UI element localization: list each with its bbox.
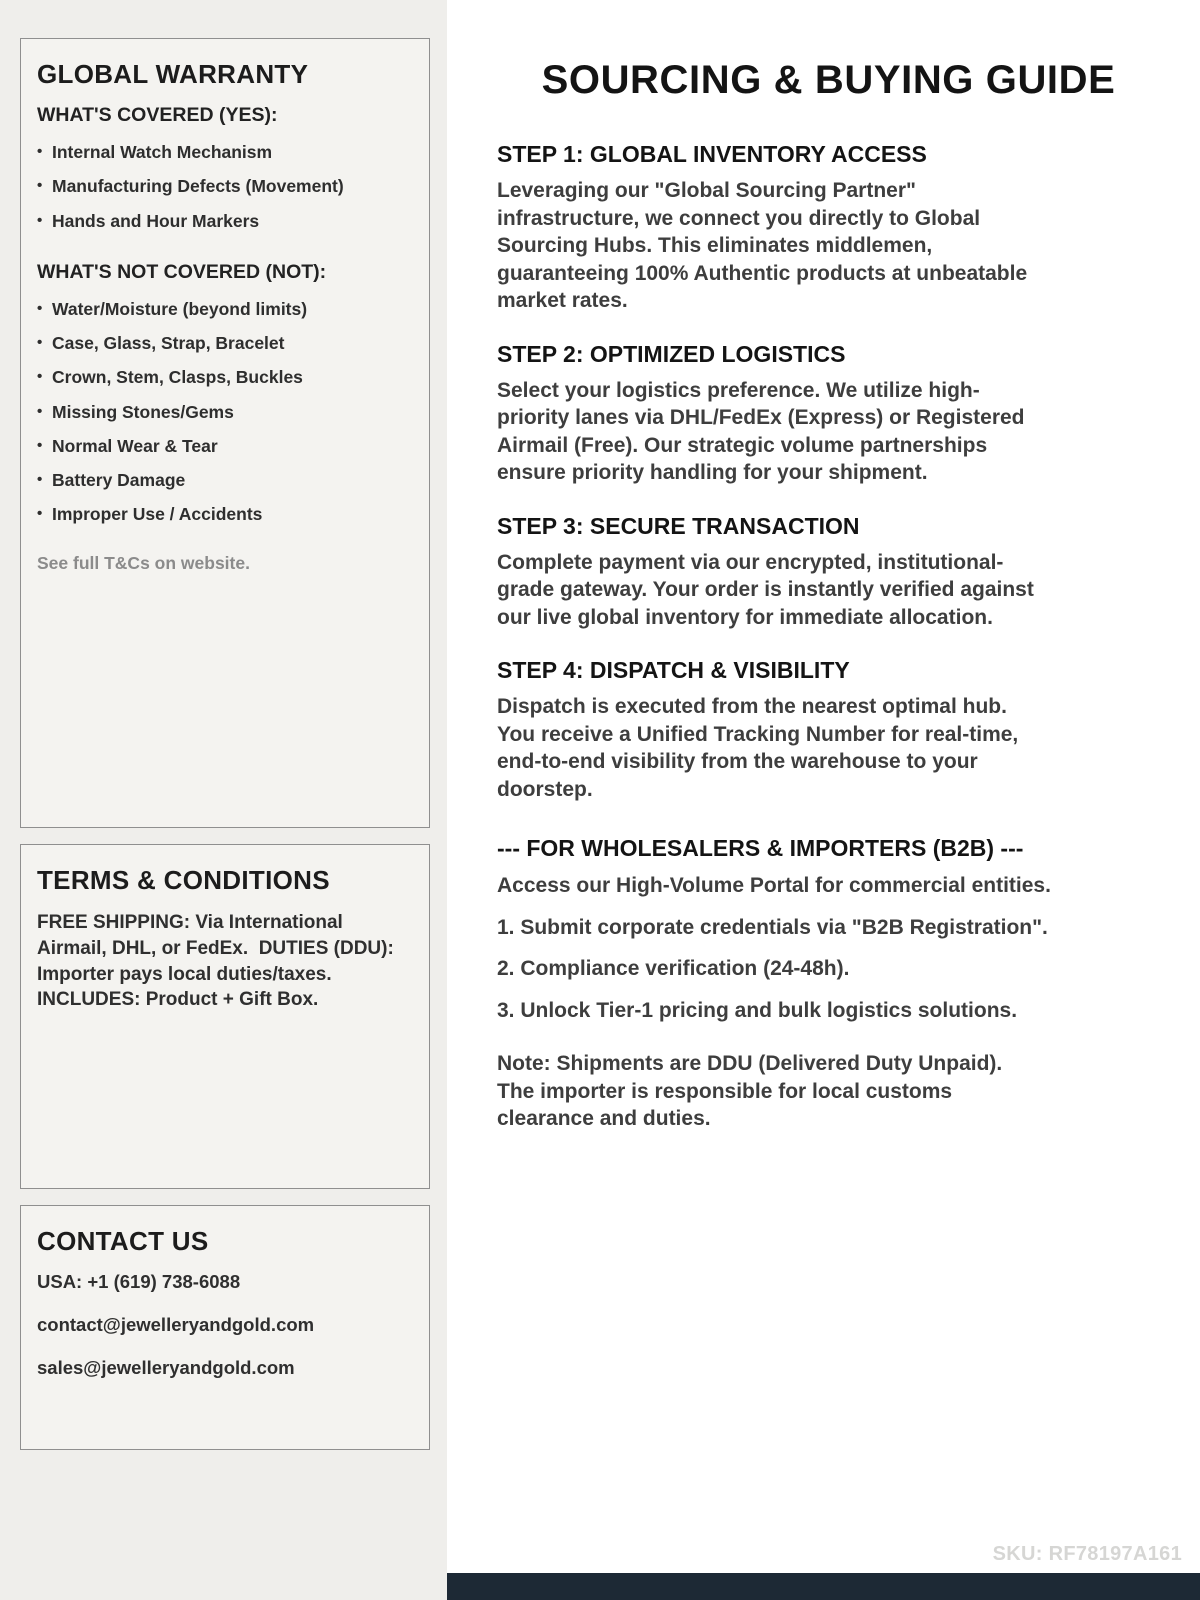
list-item: • Case, Glass, Strap, Bracelet [37, 334, 413, 353]
sidebar [0, 0, 447, 1600]
contact-title: CONTACT US [37, 1226, 209, 1256]
list-item: • Battery Damage [37, 471, 413, 490]
b2b-heading: --- FOR WHOLESALERS & IMPORTERS (B2B) --- [497, 835, 1024, 861]
footer-bar [447, 1573, 1200, 1600]
b2b-item: 3. Unlock Tier-1 pricing and bulk logistics solutions. [497, 998, 1018, 1022]
warranty-covered-heading: WHAT'S COVERED (YES): [37, 104, 278, 126]
b2b-note: Note: Shipments are DDU (Delivered Duty Unpaid). The importer is responsible for local customs clearance and duties. [497, 1052, 1003, 1130]
list-item: • Crown, Stem, Clasps, Buckles [37, 368, 413, 387]
step-4-body: Dispatch is executed from the nearest optimal hub. You receive a Unified Tracking Number for real-time, end-to-end visibility from the warehouse to your doorstep. [497, 695, 1019, 801]
step-1-body: Leveraging our "Global Sourcing Partner" infrastructure, we connect you directly to Global Sourcing Hubs. This eliminates middlemen, guaranteeing 100% Authentic products at unbeatable market rates. [497, 179, 1028, 312]
warranty-not-covered-list [37, 300, 413, 525]
step-1-heading: STEP 1: GLOBAL INVENTORY ACCESS [497, 141, 927, 167]
warranty-covered-list [37, 143, 413, 231]
b2b-item: 2. Compliance verification (24-48h). [497, 957, 850, 980]
main-content [447, 0, 1200, 1600]
contact-section [20, 1205, 430, 1450]
list-item: • Improper Use / Accidents [37, 505, 413, 524]
contact-email-sales: sales@jewelleryandgold.com [37, 1357, 295, 1378]
list-item: • Missing Stones/Gems [37, 403, 413, 422]
step-2-heading: STEP 2: OPTIMIZED LOGISTICS [497, 340, 846, 367]
contact-phone: USA: +1 (619) 738-6088 [37, 1271, 241, 1292]
warranty-section [20, 38, 430, 828]
step-3-heading: STEP 3: SECURE TRANSACTION [497, 512, 860, 539]
terms-section [20, 844, 430, 1189]
list-item: • Normal Wear & Tear [37, 437, 413, 456]
warranty-footnote: See full T&Cs on website. [37, 552, 250, 573]
terms-title: TERMS & CONDITIONS [37, 865, 330, 895]
page-title: SOURCING & BUYING GUIDE [541, 58, 1116, 102]
list-item: • Water/Moisture (beyond limits) [37, 300, 413, 319]
step-4-heading: STEP 4: DISPATCH & VISIBILITY [497, 657, 850, 683]
step-3-body: Complete payment via our encrypted, institutional-grade gateway. Your order is instantly verified against our live global inventory for immediate allocation. [497, 550, 1034, 629]
b2b-intro: Access our High-Volume Portal for commercial entities. [497, 874, 1051, 897]
warranty-title: GLOBAL WARRANTY [37, 59, 309, 89]
warranty-not-covered-heading: WHAT'S NOT COVERED (NOT): [37, 260, 327, 283]
list-item: • Hands and Hour Markers [37, 212, 413, 231]
step-2-body: Select your logistics preference. We utilize high-priority lanes via DHL/FedEx (Express) or Registered Airmail (Free). Our strategic volume partnerships ensure priority handling for your shipment. [497, 378, 1025, 484]
list-item: • Manufacturing Defects (Movement) [37, 177, 413, 196]
list-item: • Internal Watch Mechanism [37, 143, 413, 162]
sku-label: SKU: RF78197A161 [992, 1543, 1182, 1565]
contact-email-primary: contact@jewelleryandgold.com [37, 1314, 315, 1335]
terms-body: FREE SHIPPING: Via International Airmail, DHL, or FedEx. DUTIES (DDU): Importer pays local duties/taxes. INCLUDES: Product + Gift Box. [37, 912, 400, 1011]
b2b-item: 1. Submit corporate credentials via "B2B Registration". [497, 915, 1048, 939]
